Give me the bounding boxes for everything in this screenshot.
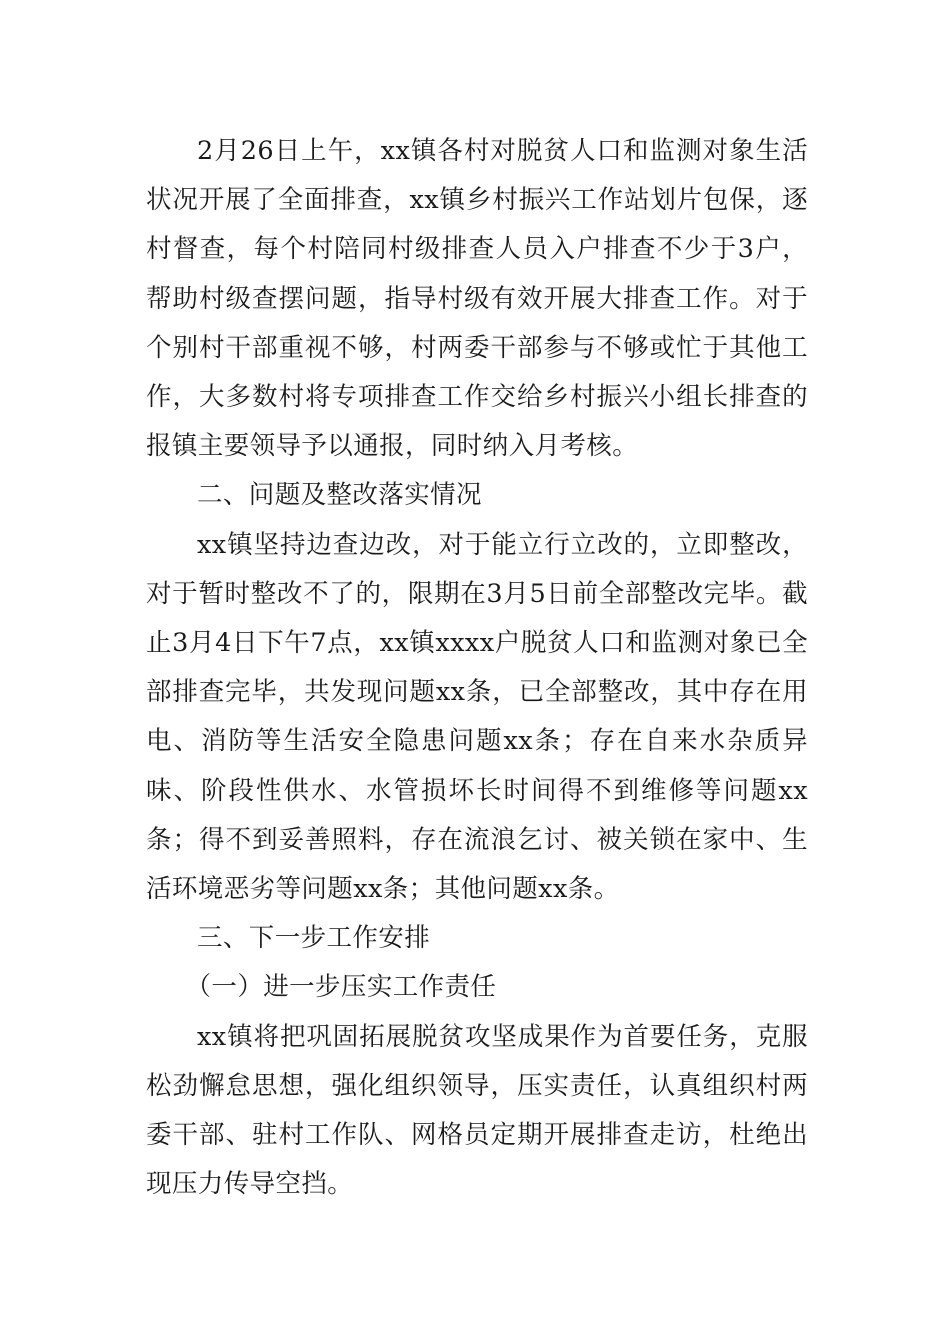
paragraph-next-steps: xx镇将把巩固拓展脱贫攻坚成果作为首要任务，克服松劲懈怠思想，强化组织领导，压实责任，认真组织村两委干部、驻村工作队、网格员定期开展排查走访，杜绝出现压力传导空挡。 (146, 1021, 808, 1200)
subheading-responsibility: （一）进一步压实工作责任 (185, 972, 497, 1003)
heading-section-2: 二、问题及整改落实情况 (197, 480, 482, 511)
heading-section-3: 三、下一步工作安排 (197, 923, 431, 954)
document-body (146, 127, 808, 1209)
paragraph-inspection-overview: 2月26日上午，xx镇各村对脱贫人口和监测对象生活状况开展了全面排查，xx镇乡村振兴工作站划片包保，逐村督查，每个村陪同村级排查人员入户排查不少于3户，帮助村级查摆问题，指导村级有效开展大排查工作。对于个别村干部重视不够，村两委干部参与不够或忙于其他工作，大多数村将专项排查工作交给乡村振兴小组长排查的报镇主要领导予以通报，同时纳入月考核。 (146, 136, 808, 462)
paragraph-rectification: xx镇坚持边查边改，对于能立行立改的，立即整改，对于暂时整改不了的，限期在3月5日前全部整改完毕。截止3月4日下午7点，xx镇xxxx户脱贫人口和监测对象已全部排查完毕，共发现问题xx条，已全部整改，其中存在用电、消防等生活安全隐患问题xx条；存在自来水杂质异味、阶段性供水、水管损坏长时间得不到维修等问题xx条；得不到妥善照料，存在流浪乞讨、被关锁在家中、生活环境恶劣等问题xx条；其他问题xx条。 (146, 529, 808, 905)
